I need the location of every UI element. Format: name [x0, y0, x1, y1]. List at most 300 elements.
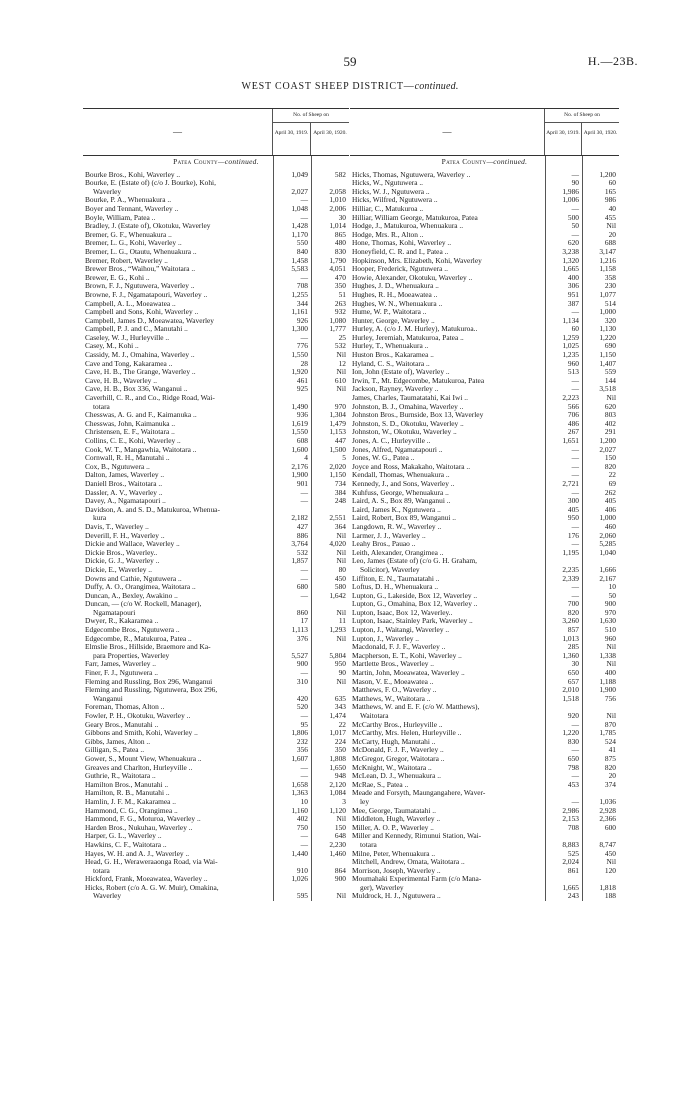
- owner-name: Elmslie Bros., Hillside, Braemore and Ka- para Properties, Waverley: [85, 642, 211, 660]
- sheep-1919: 680: [296, 582, 308, 592]
- sheep-1919: 1,160: [291, 805, 308, 815]
- sheep-1919: 550: [296, 238, 308, 248]
- sheep-1920: 635: [334, 693, 346, 703]
- owner-name: Laird, James K., Ngutuwera ..: [352, 504, 441, 514]
- sheep-1920: 80: [338, 564, 346, 574]
- owner-name: Muldrock, H. J., Ngutuwera ..: [352, 891, 441, 901]
- sheep-1919: 10: [300, 796, 308, 806]
- sheep-1920: 870: [604, 719, 616, 729]
- name-column-header: —: [350, 109, 545, 155]
- sheep-count-header: No. of Sheep on: [273, 109, 349, 123]
- sheep-1920: 1,120: [329, 805, 346, 815]
- sheep-1920: 510: [604, 625, 616, 635]
- owner-name: Hunter, George, Waverley ..: [352, 315, 435, 325]
- owner-name: Laird, Robert, Box 89, Wanganui ..: [352, 513, 456, 523]
- sheep-1920: 2,928: [599, 805, 616, 815]
- owner-name: Dwyer, R., Kakaramea ..: [85, 616, 159, 626]
- sheep-1920: 1,818: [599, 882, 616, 892]
- owner-name: Caverhill, C. R., and Co., Ridge Road, Wai- totara: [85, 393, 215, 411]
- sheep-1920: 2,366: [599, 814, 616, 824]
- sheep-1920: 447: [334, 436, 346, 445]
- sheep-1920: 875: [604, 753, 616, 763]
- owner-name: Hicks, W., Ngutuwera ..: [352, 178, 424, 188]
- sheep-1919: —: [571, 521, 579, 531]
- sheep-1919: 776: [296, 341, 308, 351]
- sheep-1920: 22: [338, 719, 346, 729]
- sheep-1920: 1,500: [329, 444, 346, 454]
- sheep-1919: 3,764: [291, 539, 308, 549]
- table-row: [83, 858, 349, 875]
- sheep-1920: 2,027: [599, 444, 616, 454]
- sheep-1919: 926: [296, 315, 308, 325]
- sheep-1920: 450: [334, 573, 346, 583]
- owner-name: Guthrie, R., Waitotara ..: [85, 771, 156, 781]
- sheep-1920: Nil: [336, 676, 346, 686]
- sheep-1919: 708: [567, 822, 579, 832]
- sheep-1919: 925: [296, 384, 308, 394]
- sheep-1920: 120: [604, 865, 616, 875]
- sheep-1919: 960: [567, 358, 579, 368]
- owner-name: Hone, Thomas, Kohi, Waverley ..: [352, 238, 452, 248]
- owner-name: Cassidy, M. J., Omahina, Waverley ..: [85, 350, 195, 360]
- sheep-1920: 30: [338, 212, 346, 222]
- sheep-1920: Nil: [336, 607, 346, 617]
- sheep-1919: 2,027: [291, 186, 308, 196]
- sheep-1919: 1,651: [562, 436, 579, 445]
- sheep-1919: 310: [296, 676, 308, 686]
- document-reference: H.—23B.: [587, 54, 638, 68]
- sheep-1920: 864: [334, 865, 346, 875]
- sheep-1920: 580: [334, 582, 346, 592]
- owner-name: Matthews, F. O., Waverley ..: [352, 685, 437, 695]
- owner-name: Lupton, J., Waitangi, Waverley ..: [352, 625, 450, 635]
- sheep-1919: —: [300, 573, 308, 583]
- owner-name: Jones, A. C., Hurleyville ..: [352, 436, 431, 445]
- sheep-1920: 950: [334, 659, 346, 669]
- sheep-1920: 610: [334, 375, 346, 385]
- sheep-1919: 525: [567, 848, 579, 858]
- owner-name: Dickie Bros., Waverley..: [85, 547, 158, 557]
- owner-name: Brewer Bros., “Waihou,” Waitotara ..: [85, 264, 196, 274]
- owner-name: Hickford, Frank, Moeawatea, Waverley ..: [85, 874, 208, 884]
- sheep-1920: 3: [342, 796, 346, 806]
- sheep-1919: 376: [296, 633, 308, 643]
- sheep-1920: 400: [604, 668, 616, 678]
- sheep-1920: 230: [604, 281, 616, 291]
- sheep-1920: 1,000: [599, 307, 616, 317]
- sheep-1919: 387: [567, 298, 579, 308]
- owner-name: Liffiton, E. N., Taumatatahi ..: [352, 573, 440, 583]
- owner-name: Edgecombe Bros., Ngutuwera ..: [85, 625, 180, 635]
- owner-name: Hammond, F. G., Moturoa, Waverley ..: [85, 814, 201, 824]
- owner-name: Daniell Bros., Waitotara ..: [85, 478, 163, 488]
- owner-name: Hammond, C. G., Orangimea ..: [85, 805, 178, 815]
- table-row: [83, 686, 349, 703]
- right-table: [350, 108, 619, 901]
- sheep-1919: 461: [296, 375, 308, 385]
- sheep-1919: —: [571, 453, 579, 463]
- sheep-1920: Nil: [606, 857, 616, 867]
- owner-name: Cave, H. B., Box 336, Wanganui ..: [85, 384, 188, 394]
- sheep-1920: 865: [334, 229, 346, 239]
- sheep-1920: 1,130: [599, 324, 616, 334]
- sheep-1920: 690: [604, 341, 616, 351]
- sheep-1920: 364: [334, 521, 346, 531]
- sheep-1919: —: [571, 719, 579, 729]
- sheep-1919: 2,721: [562, 478, 579, 488]
- owner-name: Gibbons and Smith, Kohi, Waverley ..: [85, 728, 198, 738]
- sheep-1920: 405: [604, 496, 616, 506]
- sheep-1919: —: [571, 470, 579, 480]
- sheep-1920: 734: [334, 478, 346, 488]
- sheep-1920: Nil: [336, 530, 346, 540]
- owner-name: Johnston, S. D., Okotuku, Waverley ..: [352, 418, 464, 428]
- sheep-1919: 798: [567, 762, 579, 772]
- sheep-1919: —: [300, 564, 308, 574]
- sheep-1920: 51: [338, 289, 346, 299]
- sheep-1919: 861: [567, 865, 579, 875]
- sheep-1919: —: [571, 203, 579, 213]
- sheep-1919: 1,134: [562, 315, 579, 325]
- sheep-1920: Nil: [606, 711, 616, 720]
- sheep-1920: 1,777: [329, 324, 346, 334]
- owner-name: Campbell, A. L., Moeawatea ..: [85, 298, 176, 308]
- owner-name: Boyer and Tennant, Waverley ..: [85, 203, 179, 213]
- owner-name: Cave, H. B., Waverley ..: [85, 375, 157, 385]
- sheep-1919: 1,658: [291, 779, 308, 789]
- owner-name: Bremer, L. G., Kohi, Waverley ..: [85, 238, 182, 248]
- owner-name: Davidson, A. and S. D., Matukuroa, Whenua- kura: [85, 504, 220, 523]
- sheep-1920: 5,804: [329, 650, 346, 660]
- sheep-1919: 1,255: [291, 289, 308, 299]
- sheep-1919: 8,883: [562, 839, 579, 849]
- sheep-1919: 1,363: [291, 788, 308, 798]
- sheep-1920: 4,020: [329, 539, 346, 549]
- owner-name: Hodge, Mrs. R., Alton ..: [352, 229, 424, 239]
- sheep-1920: 970: [604, 607, 616, 617]
- sheep-1920: 1,666: [599, 564, 616, 574]
- sheep-1919: 28: [300, 358, 308, 368]
- sheep-1920: 1,150: [599, 350, 616, 360]
- sheep-1920: 1,338: [599, 650, 616, 660]
- sheep-1919: 830: [567, 736, 579, 746]
- sheep-1920: 460: [604, 521, 616, 531]
- owner-name: Lupton, G., Lakeside, Box 12, Waverley ..: [352, 590, 478, 600]
- sheep-1919: 950: [567, 513, 579, 523]
- sheep-1920: 188: [604, 891, 616, 901]
- owner-name: Morrison, Joseph, Waverley ..: [352, 865, 441, 875]
- sheep-1919: 3,260: [562, 616, 579, 626]
- sheep-1919: 243: [567, 891, 579, 901]
- sheep-1919: 857: [567, 625, 579, 635]
- owner-name: Campbell and Sons, Kohi, Waverley ..: [85, 307, 199, 317]
- table-row: [350, 557, 619, 574]
- sheep-1919: 1,440: [291, 848, 308, 858]
- owner-name: James, Charles, Taumatatahi, Kai Iwi ..: [352, 393, 468, 403]
- owner-name: Lupton, G., Omahina, Box 12, Waverley ..: [352, 599, 478, 609]
- owner-name: Hurley, A. (c/o J. M. Hurley), Matukuroa..: [352, 324, 478, 334]
- sheep-1919: —: [571, 444, 579, 454]
- sheep-1920: 320: [604, 315, 616, 325]
- sheep-1919: 2,986: [562, 805, 579, 815]
- sheep-1919: —: [571, 582, 579, 592]
- sheep-1920: 3,518: [599, 384, 616, 394]
- sheep-1919: 95: [300, 719, 308, 729]
- sheep-1920: 1,014: [329, 221, 346, 231]
- owner-name: McKnight, W., Waitotara ..: [352, 762, 432, 772]
- sheep-1919: 1,048: [291, 203, 308, 213]
- sheep-1920: 470: [334, 272, 346, 282]
- owner-name: Hopkinson, Mrs. Elizabeth, Kohi, Waverley: [352, 255, 482, 265]
- sheep-1920: 3,147: [599, 246, 616, 256]
- left-table: [83, 108, 349, 901]
- sheep-1919: 1,170: [291, 229, 308, 239]
- table-row: [83, 884, 349, 901]
- sheep-1919: 901: [296, 478, 308, 488]
- owner-name: Duffy, A. O., Orangimea, Waitotara ..: [85, 582, 196, 592]
- owner-name: Jackson, Rayney, Waverley ..: [352, 384, 439, 394]
- sheep-1920: 12: [338, 358, 346, 368]
- owner-name: Martlette Bros., Waverley ..: [352, 659, 434, 669]
- sheep-1920: 450: [604, 848, 616, 858]
- sheep-count-header: No. of Sheep on: [545, 109, 619, 123]
- owner-name: Dassler, A. V., Waverley ..: [85, 487, 163, 497]
- owner-name: Middleton, Hugh, Waverley ..: [352, 814, 441, 824]
- sheep-1919: —: [300, 212, 308, 222]
- sheep-1919: —: [300, 668, 308, 678]
- sheep-1920: 648: [334, 831, 346, 841]
- owner-name: Harper, G. L., Waverley ..: [85, 831, 162, 841]
- owner-name: Campbell, P. J. and C., Manutahi ..: [85, 324, 188, 334]
- sheep-1920: 25: [338, 332, 346, 342]
- owner-name: Irwin, T., Mt. Edgecombe, Matukuroa, Patea: [352, 375, 485, 385]
- name-column-header: —: [83, 109, 273, 155]
- owner-name: Foreman, Thomas, Alton ..: [85, 702, 165, 712]
- owner-name: Edgecombe, R., Matukuroa, Patea ..: [85, 633, 192, 643]
- sheep-1920: Nil: [336, 547, 346, 557]
- owner-name: Hughes, W. N., Whenuakura ..: [352, 298, 443, 308]
- sheep-1920: 1,010: [329, 195, 346, 205]
- sheep-1919: 1,428: [291, 221, 308, 231]
- sheep-1920: 1,785: [599, 728, 616, 738]
- sheep-1919: —: [571, 487, 579, 497]
- owner-name: Kendall, Thomas, Whenuakura ..: [352, 470, 450, 480]
- sheep-1919: —: [571, 745, 579, 755]
- owner-name: Hume, W. P., Waitotara ..: [352, 307, 427, 317]
- owner-name: Hughes, J. D., Whenuakura ..: [352, 281, 439, 291]
- sheep-1919: 1,550: [291, 350, 308, 360]
- sheep-1920: 582: [334, 169, 346, 179]
- sheep-1919: 2,339: [562, 573, 579, 583]
- sheep-1920: 1,460: [329, 848, 346, 858]
- sheep-1920: 830: [334, 246, 346, 256]
- sheep-1919: 1,161: [291, 307, 308, 317]
- sheep-1919: 566: [567, 401, 579, 411]
- table-row: [350, 875, 619, 892]
- sheep-1919: 405: [567, 504, 579, 514]
- sheep-1920: 41: [608, 745, 616, 755]
- owner-name: Greaves and Charlton, Hurleyville ..: [85, 762, 193, 772]
- owner-name: Chesswas, John, Kaimanuka ..: [85, 418, 176, 428]
- table-row: [83, 600, 349, 617]
- sheep-1920: 1,790: [329, 255, 346, 265]
- sheep-1920: 948: [334, 771, 346, 781]
- owner-name: Gilligan, S., Patea ..: [85, 745, 145, 755]
- sheep-1920: Nil: [606, 393, 616, 403]
- owner-name: Caseley, W. J., Hurleyville ..: [85, 332, 170, 342]
- sheep-1919: 1,006: [562, 195, 579, 205]
- owner-name: Downs and Cathie, Ngutuwera ..: [85, 573, 182, 583]
- sheep-1920: 2,060: [599, 530, 616, 540]
- sheep-1920: Nil: [336, 384, 346, 394]
- owner-name: Harden Bros., Nukuhau, Waverley ..: [85, 822, 193, 832]
- sheep-1920: 248: [334, 496, 346, 506]
- owner-name: Browne, F. J., Ngamatapouri, Waverley ..: [85, 289, 208, 299]
- sheep-1919: 1,986: [562, 186, 579, 196]
- owner-name: Cave, H. B., The Grange, Waverley ..: [85, 367, 196, 377]
- sheep-1920: Nil: [336, 891, 346, 901]
- owner-name: Honeyfield, C. R. and I., Patea ..: [352, 246, 449, 256]
- sheep-1919: 2,182: [291, 513, 308, 523]
- sheep-1919: —: [571, 590, 579, 600]
- owner-name: Cave and Tong, Kakaramea ..: [85, 358, 173, 368]
- owner-name: Huston Bros., Kakaramea ..: [352, 350, 434, 360]
- county-heading: Patea County—continued.: [173, 157, 259, 166]
- sheep-1920: Nil: [336, 350, 346, 360]
- sheep-1920: 514: [604, 298, 616, 308]
- sheep-1919: 520: [296, 702, 308, 712]
- sheep-1920: 263: [334, 298, 346, 308]
- sheep-1920: 820: [604, 461, 616, 471]
- owner-name: Hilliar, William George, Matukuroa, Patea: [352, 212, 478, 222]
- sheep-1920: Nil: [336, 556, 346, 566]
- sheep-1920: 1,220: [599, 332, 616, 342]
- owner-name: Meade and Forsyth, Maungangahere, Waver- ley: [352, 788, 486, 806]
- sheep-1920: 11: [338, 616, 346, 626]
- sheep-1920: 970: [334, 401, 346, 411]
- sheep-1919: 1,665: [562, 882, 579, 892]
- owner-name: Campbell, James D., Moeawatea, Waverley: [85, 315, 214, 325]
- sheep-1920: 1,000: [599, 513, 616, 523]
- sheep-1920: Nil: [606, 659, 616, 669]
- owner-name: Dalton, James, Waverley ..: [85, 470, 165, 480]
- sheep-1919: 3,238: [562, 246, 579, 256]
- sheep-1920: 406: [604, 504, 616, 514]
- sheep-1920: 900: [334, 874, 346, 884]
- sheep-1920: 455: [604, 212, 616, 222]
- owner-name: Martin, John, Moeawatea, Waverley ..: [352, 668, 465, 678]
- sheep-1919: 700: [567, 599, 579, 609]
- sheep-1920: 1,084: [329, 788, 346, 798]
- table-row: [83, 394, 349, 411]
- sheep-1920: 1,080: [329, 315, 346, 325]
- col-1919-header: April 30, 1919.: [273, 123, 311, 155]
- owner-name: Fleming and Russling, Ngutuwera, Box 296, Wanganui: [85, 685, 218, 703]
- sheep-1919: 1,320: [562, 255, 579, 265]
- owner-name: Leith, Alexander, Orangimea ..: [352, 547, 444, 557]
- table-row: [350, 703, 619, 720]
- sheep-1920: 1,077: [599, 289, 616, 299]
- owner-name: Loftus, D. H., Whenuakura ..: [352, 582, 439, 592]
- sheep-1920: 150: [334, 822, 346, 832]
- sheep-1919: —: [571, 307, 579, 317]
- sheep-1920: 1,808: [329, 753, 346, 763]
- sheep-1920: 1,650: [329, 762, 346, 772]
- owner-name: Bourke Bros., Kohi, Waverley ..: [85, 169, 181, 179]
- sheep-1919: —: [300, 272, 308, 282]
- owner-name: Bourke, E. (Estate of) (c/o J. Bourke), Kohi, Waverley: [85, 178, 216, 196]
- sheep-1919: 1,490: [291, 401, 308, 411]
- sheep-1920: 2,020: [329, 461, 346, 471]
- sheep-1919: 267: [567, 427, 579, 437]
- sheep-1920: 1,216: [599, 255, 616, 265]
- owner-name: Lupton, Isaac, Stainley Park, Waverley ..: [352, 616, 473, 626]
- sheep-1919: —: [300, 487, 308, 497]
- sheep-1919: —: [300, 839, 308, 849]
- page-title: [0, 81, 700, 92]
- owner-name: Hodge, J., Matukuroa, Whenuakura ..: [352, 221, 464, 231]
- sheep-1919: 1,458: [291, 255, 308, 265]
- owner-name: Mee, George, Taumatatahi ..: [352, 805, 436, 815]
- title-continued: continued.: [414, 81, 459, 92]
- sheep-1919: 1,300: [291, 324, 308, 334]
- sheep-1920: 900: [604, 599, 616, 609]
- sheep-1919: 1,025: [562, 341, 579, 351]
- sheep-1919: 5,527: [291, 650, 308, 660]
- owner-name: Brewer, E. G., Kohi ..: [85, 272, 150, 282]
- table-row: [350, 832, 619, 849]
- sheep-1919: —: [571, 461, 579, 471]
- sheep-1919: 427: [296, 521, 308, 531]
- owner-name: Davey, A., Ngamatapouri ..: [85, 496, 166, 506]
- owner-name: Bourke, P. A., Whenuakura ..: [85, 195, 172, 205]
- owner-name: Hamlin, J. F. M., Kakaramea ..: [85, 796, 176, 806]
- sheep-1919: 708: [296, 281, 308, 291]
- sheep-1919: 532: [296, 547, 308, 557]
- owner-name: Bradley, J. (Estate of), Okotuku, Waverley: [85, 221, 211, 231]
- owner-name: Hyland, C. S., Waitotara ..: [352, 358, 430, 368]
- sheep-1920: 291: [604, 427, 616, 437]
- sheep-1920: 559: [604, 367, 616, 377]
- sheep-1920: 10: [608, 582, 616, 592]
- sheep-1920: 150: [604, 453, 616, 463]
- sheep-1919: 1,619: [291, 418, 308, 428]
- table-row: [83, 179, 349, 196]
- sheep-1919: —: [571, 796, 579, 806]
- sheep-1920: 144: [604, 375, 616, 385]
- owner-name: Leahy Bros., Pauao ..: [352, 539, 416, 549]
- sheep-1920: 1,630: [599, 616, 616, 626]
- owner-name: Hughes, R. H., Moeawatea ..: [352, 289, 438, 299]
- sheep-1919: 1,049: [291, 169, 308, 179]
- sheep-1920: 1,040: [599, 547, 616, 557]
- sheep-1919: 886: [296, 530, 308, 540]
- owner-name: Geary Bros., Manutahi ..: [85, 719, 159, 729]
- sheep-1920: 2,006: [329, 203, 346, 213]
- owner-name: Joyce and Ross, Makakaho, Waitotara ..: [352, 461, 471, 471]
- sheep-1919: 400: [567, 272, 579, 282]
- sheep-1920: 90: [338, 668, 346, 678]
- sheep-1919: 232: [296, 736, 308, 746]
- sheep-1919: 620: [567, 238, 579, 248]
- owner-name: Kuhfuss, George, Whenuakura ..: [352, 487, 449, 497]
- owner-name: Hawkins, C. F., Waitotara ..: [85, 839, 167, 849]
- sheep-1919: 1,550: [291, 427, 308, 437]
- title-main: WEST COAST SHEEP DISTRICT—: [241, 81, 415, 92]
- owner-name: McCarthy Bros., Hurleyville ..: [352, 719, 443, 729]
- sheep-1920: 2,120: [329, 779, 346, 789]
- sheep-1919: —: [300, 771, 308, 781]
